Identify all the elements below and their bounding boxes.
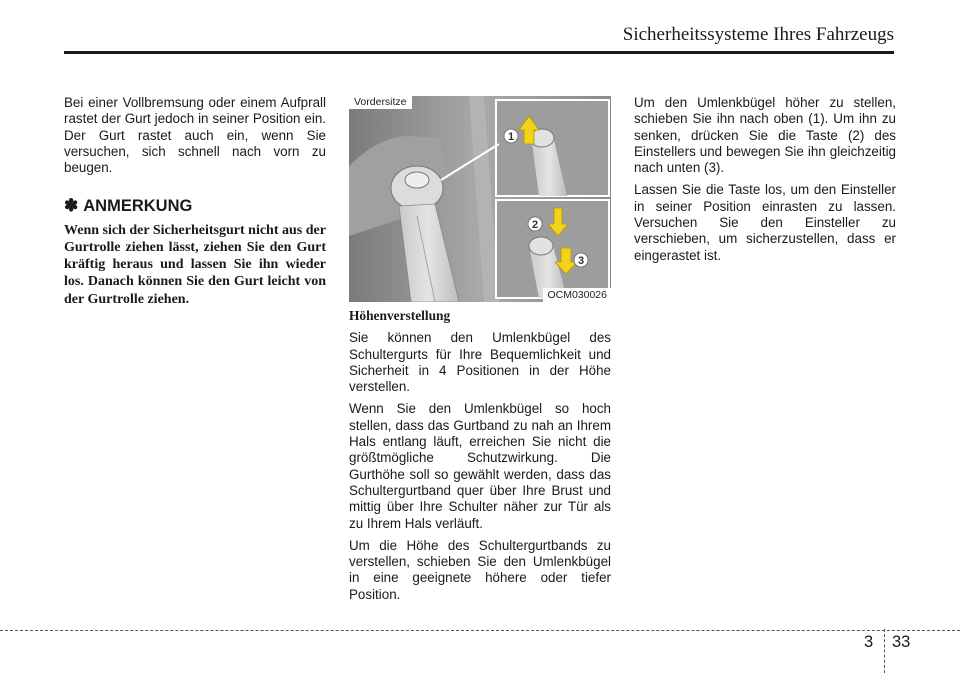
page-number-value: 33 — [892, 633, 911, 651]
note-text: Wenn sich der Sicherheitsgurt nicht aus der Gurtrolle ziehen lässt, ziehen Sie den Gurt kräftig heraus und lassen Sie ihn wieder los. Danach können Sie den Gurt leicht von der Gurtrolle ziehen. — [64, 222, 326, 307]
page-number — [864, 633, 910, 652]
column-middle — [349, 308, 611, 609]
middle-paragraph-3: Um die Höhe des Schultergurtbands zu verstellen, schieben Sie den Umlenkbügel in eine geeignete höhere oder tiefer Position. — [349, 537, 611, 602]
figure-illustration — [349, 96, 611, 302]
section-heading: Höhenverstellung — [349, 308, 451, 323]
column-right — [634, 95, 896, 270]
right-paragraph-1: Um den Umlenkbügel höher zu stellen, schieben Sie ihn nach oben (1). Um ihn zu senken, drücken Sie die Taste (2) des Einstellers und bewegen Sie ihn gleichzeitig nach unten (3). — [634, 95, 896, 176]
footer-rule — [0, 630, 960, 631]
header-rule — [64, 51, 894, 54]
column-left — [64, 95, 326, 314]
seatbelt-height-figure — [349, 96, 611, 302]
note-heading-label: ANMERKUNG — [83, 197, 193, 216]
note-heading — [64, 198, 326, 214]
note-star-icon: ✽ — [64, 196, 79, 216]
figure-label: Vordersitze — [349, 96, 412, 109]
callout-2: 2 — [531, 219, 539, 231]
intro-paragraph: Bei einer Vollbremsung oder einem Aufprall rastet der Gurt jedoch in seiner Position ein. Der Gurt rastet auch ein, wenn Sie versuchen, sich schnell nach vorn zu beugen. — [64, 95, 326, 176]
callout-1: 1 — [507, 131, 515, 143]
figure-code: OCM030026 — [543, 288, 611, 302]
right-paragraph-2: Lassen Sie die Taste los, um den Einsteller in seiner Position einrasten zu lassen. Versuchen Sie den Einsteller zu verschieben, um sicherzustellen, dass er eingerastet ist. — [634, 182, 896, 263]
callout-3: 3 — [577, 255, 585, 267]
chapter-number: 3 — [864, 633, 874, 651]
middle-paragraph-1: Sie können den Umlenkbügel des Schultergurts für Ihre Bequemlichkeit und Sicherheit in 4 Positionen in der Höhe verstellen. — [349, 330, 611, 395]
middle-paragraph-2: Wenn Sie den Umlenkbügel so hoch stellen, dass das Gurtband zu nah an Ihrem Hals entlang läuft, erreichen Sie nicht die größtmögliche Schutzwirkung. Die Gurthöhe soll so gewählt werden, dass das Schultergurtband quer über Ihre Brust und mittig über Ihre Schulter näher zur Tür als zu Ihrem Hals verläuft. — [349, 401, 611, 531]
page-number-separator — [884, 629, 885, 673]
running-header: Sicherheitssysteme Ihres Fahrzeugs — [622, 24, 894, 45]
